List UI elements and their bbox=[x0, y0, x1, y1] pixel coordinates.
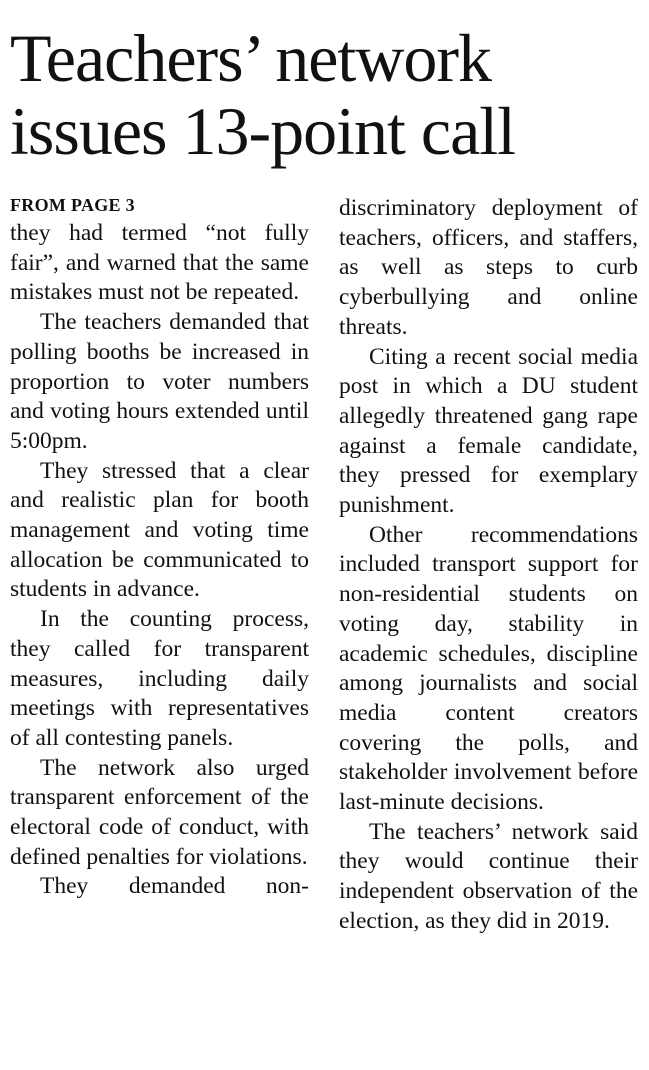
headline-line-2: issues 13-point call bbox=[10, 93, 516, 169]
paragraph: Citing a recent social media post in which a DU student allegedly threatened gang rape against a female candidate, they pressed for exemplary punishment. bbox=[339, 343, 638, 519]
paragraph: In the counting process, they called for transparent measures, including daily meetings with representatives of all contesting panels. bbox=[10, 606, 309, 751]
paragraph: They stressed that a clear and realistic plan for booth management and voting time allocation be communicated to students in advance. bbox=[10, 457, 309, 603]
paragraph: they had termed “not fully fair”, and warned that the same mistakes must not be repeated. bbox=[10, 220, 309, 306]
paragraph: Other recommendations included transport support for non-residential students on voting day, stability in academic schedules, discipline among journalists and social media content creators covering the polls, and stakeholder involvement before last-minute decisions. bbox=[339, 521, 638, 816]
article-column-right bbox=[339, 194, 638, 937]
headline bbox=[10, 22, 640, 168]
paragraph: The teachers’ network said they would continue their independent observation of the election, as they did in 2019. bbox=[339, 818, 638, 934]
paragraph: The teachers demanded that polling booths be increased in proportion to voter numbers and voting hours extended until 5:00pm. bbox=[10, 309, 309, 454]
headline-line-1: Teachers’ network bbox=[10, 20, 492, 96]
paragraph: They demanded non- bbox=[40, 873, 309, 900]
paragraph: The network also urged transparent enforcement of the electoral code of conduct, with defined penalties for violations. bbox=[10, 754, 309, 870]
kicker: FROM PAGE 3 bbox=[10, 195, 135, 215]
article-column-left bbox=[10, 193, 309, 902]
paragraph: discriminatory deployment of teachers, officers, and staffers, as well as steps to curb cyberbullying and online threats. bbox=[339, 195, 638, 340]
